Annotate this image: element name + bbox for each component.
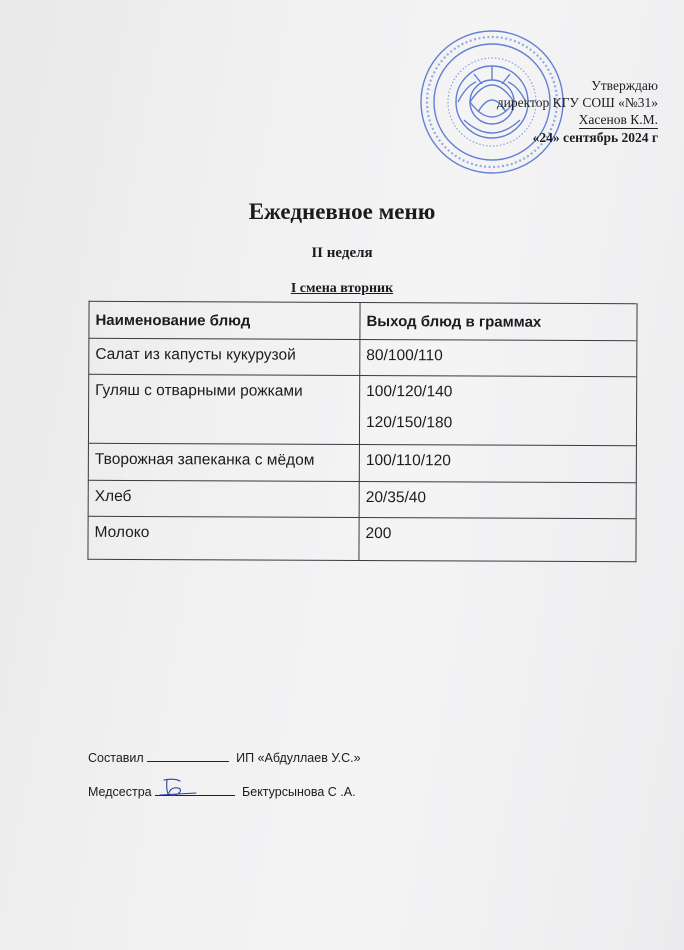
approval-block	[497, 77, 658, 146]
approve-label: Утверждаю	[591, 78, 658, 93]
table-row	[89, 338, 637, 376]
table-row	[88, 480, 636, 518]
header-dish: Наименование блюд	[89, 301, 360, 339]
compiled-label: Составил	[88, 751, 144, 765]
week-label: II неделя	[311, 245, 373, 261]
dish-name: Молоко	[88, 516, 359, 560]
shift-label: I смена вторник	[290, 281, 394, 296]
dish-name: Творожная запеканка с мёдом	[88, 443, 359, 481]
portion-cell	[359, 375, 636, 445]
handwritten-signature	[158, 776, 198, 800]
portion-value: 120/150/180	[366, 414, 453, 432]
portion-value: 100/110/120	[365, 452, 451, 470]
approval-date: «24» сентябрь 2024 г	[532, 130, 658, 145]
compiled-by-name: ИП «Абдуллаев У.С.»	[236, 751, 361, 765]
table-row	[88, 374, 636, 445]
nurse-label: Медсестра	[88, 785, 152, 799]
portion-cell	[360, 339, 637, 376]
portion-value: 20/35/40	[365, 489, 427, 507]
dish-name: Хлеб	[88, 480, 359, 517]
portion-value: 100/120/140	[366, 383, 453, 401]
dish-name: Гуляш с отварными рожками	[88, 374, 359, 444]
nurse-line	[88, 785, 356, 799]
dish-name: Салат из капусты кукурузой	[89, 338, 360, 375]
signature-blank	[147, 761, 229, 762]
portion-value: 80/100/110	[366, 347, 443, 365]
portion-cell	[359, 517, 636, 561]
compiled-by-line	[88, 751, 361, 765]
approver-name-text: Хасенов К.М.	[578, 112, 658, 127]
table-row	[88, 516, 636, 561]
portion-value: 200	[365, 525, 392, 543]
page-title: Ежедневное меню	[248, 199, 436, 224]
menu-table	[87, 301, 637, 562]
portion-cell	[359, 444, 636, 482]
table-header-row	[89, 301, 637, 340]
portion-cell	[359, 481, 636, 518]
nurse-name: Бектурсынова С .А.	[242, 785, 356, 799]
table-row	[88, 443, 636, 482]
approver-position: директор КГУ СОШ «№31»	[496, 95, 658, 110]
header-portion: Выход блюд в граммах	[360, 302, 637, 340]
approver-name	[497, 111, 658, 129]
